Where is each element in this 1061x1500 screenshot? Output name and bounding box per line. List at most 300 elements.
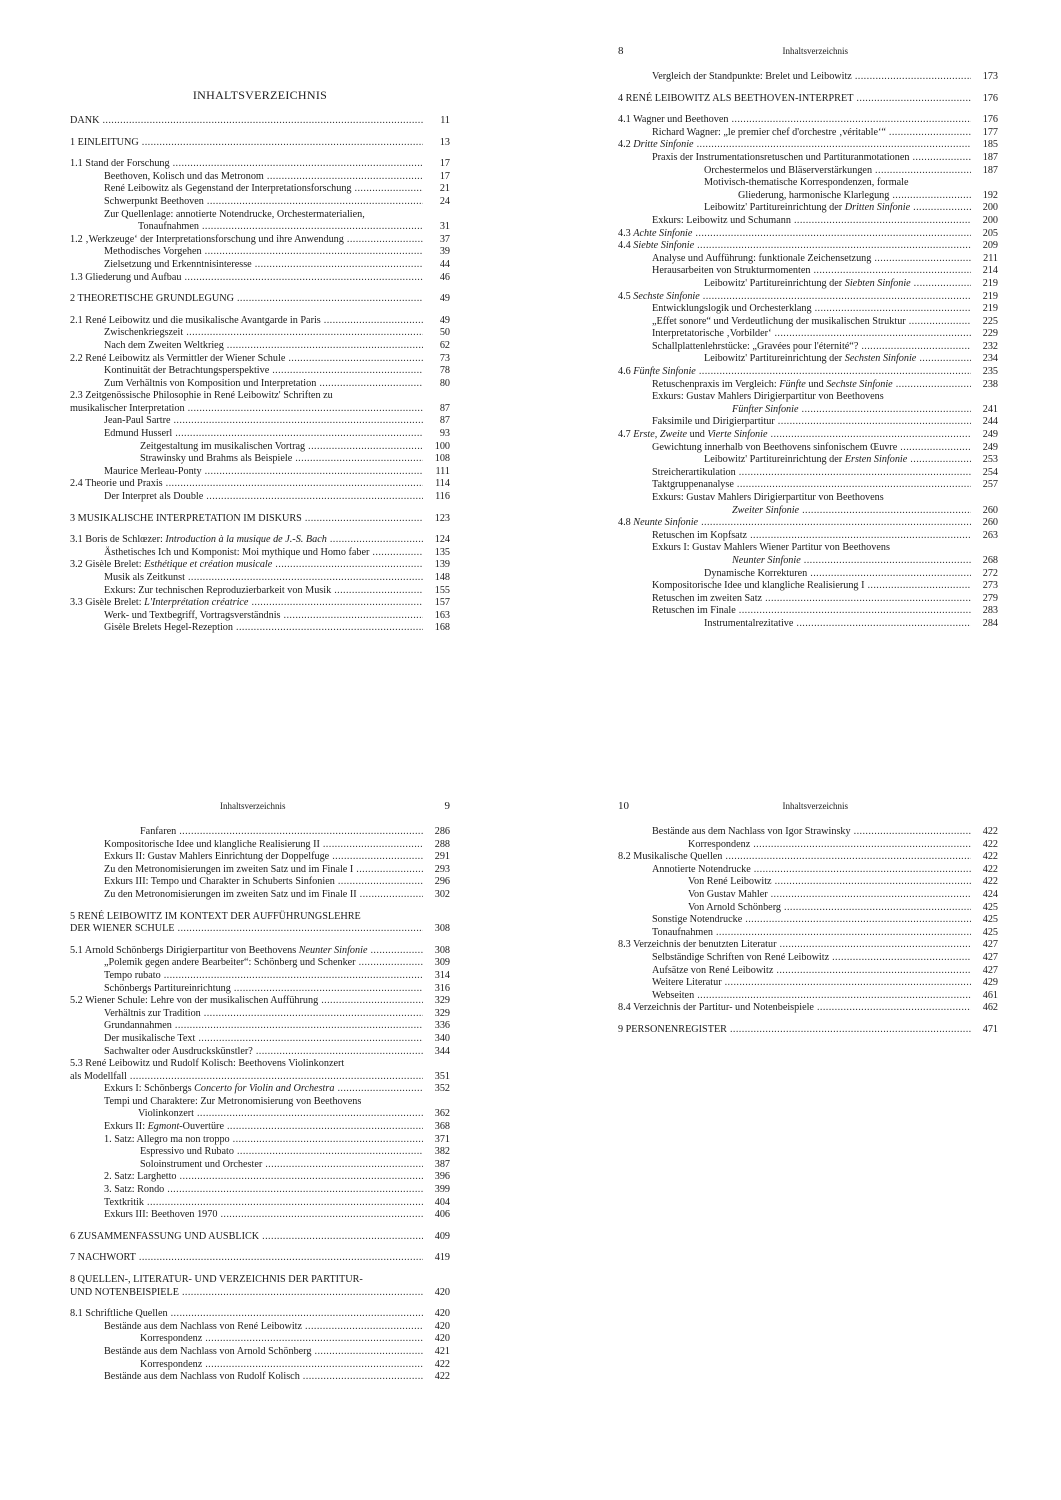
- dot-leader: [130, 1071, 423, 1084]
- toc-entry: [70, 1252, 450, 1265]
- page-header: [618, 45, 998, 71]
- toc-entry-text: 3. Satz: Rondo: [104, 1184, 165, 1196]
- dot-leader: [256, 1046, 423, 1059]
- toc-page-number: 425: [982, 914, 998, 926]
- toc-page-number: 49: [439, 314, 450, 326]
- toc-entry-text: 8 QUELLEN-, LITERATUR- UND VERZEICHNIS DER PARTITUR-: [70, 1274, 363, 1285]
- toc-page-number: 148: [434, 572, 450, 583]
- toc-entry-text: Zum Verhältnis von Komposition und Interpretation: [104, 377, 317, 389]
- toc-page-number: 421: [434, 1345, 450, 1357]
- toc-entry: [70, 137, 450, 150]
- toc-entry-text: Leibowitz' Partitureinrichtung der Siebten Sinfonie: [704, 277, 911, 289]
- toc-entry-text: Faksimile und Dirigierpartitur: [652, 416, 775, 428]
- toc-page-number: 157: [434, 597, 450, 609]
- dot-leader: [360, 889, 423, 902]
- toc-page-number: 17: [439, 158, 450, 170]
- toc-entry: [618, 889, 998, 902]
- dot-leader: [205, 1359, 423, 1372]
- toc-entry-text: Taktgruppenanalyse: [652, 479, 734, 491]
- toc-entry: [70, 293, 450, 306]
- toc-entry-text: Soloinstrument und Orchester: [140, 1158, 263, 1170]
- dot-leader: [295, 453, 423, 466]
- toc-entry-text: Leibowitz' Partitureinrichtung der Sechsten Sinfonie: [704, 353, 917, 365]
- dot-leader: [909, 316, 971, 329]
- toc-page-number: 211: [983, 252, 998, 264]
- toc-entry: [70, 572, 450, 585]
- dot-leader: [695, 228, 971, 241]
- toc-entry-text: Methodisches Vorgehen: [104, 246, 202, 258]
- toc-entry-text: Zu den Metronomisierungen im zweiten Satz und im Finale II: [104, 888, 357, 900]
- toc-page-9: [70, 800, 450, 1384]
- toc-page-number: 232: [982, 340, 998, 352]
- toc-entry: [70, 246, 450, 259]
- toc-entry-text: Von Gustav Mahler: [688, 888, 768, 900]
- toc-page-10: [618, 800, 998, 1037]
- toc-entry-text: Edmund Husserl: [104, 428, 173, 440]
- toc-page-number: 229: [982, 328, 998, 340]
- dot-leader: [771, 429, 972, 442]
- toc-page-number: 462: [982, 1002, 998, 1014]
- toc-entry-text: Bestände aus dem Nachlass von Arnold Schönberg: [104, 1345, 312, 1357]
- toc-entry: [70, 513, 450, 526]
- toc-entry: [618, 927, 998, 940]
- toc-page-number: 272: [982, 567, 998, 579]
- toc-entry-text: Bestände aus dem Nachlass von Igor Strawinsky: [652, 826, 851, 837]
- toc-page-number: 50: [439, 327, 450, 339]
- toc-entry: [70, 864, 450, 877]
- toc-entry-text: 3 MUSIKALISCHE INTERPRETATION IM DISKURS: [70, 512, 302, 524]
- toc-entry-text: Instrumentalrezitative: [704, 617, 794, 629]
- dot-leader: [166, 478, 423, 491]
- toc-page-number: 296: [434, 876, 450, 888]
- toc-entry-emphasis: Concerto for Violin and Orchestra: [194, 1083, 335, 1095]
- dot-leader: [251, 597, 423, 610]
- toc-entry: [618, 442, 998, 455]
- toc-page-number: 192: [982, 189, 998, 201]
- dot-leader: [267, 171, 423, 184]
- toc-entry-emphasis: Introduction à la musique de J.-S. Bach: [165, 534, 327, 546]
- toc-entry: [70, 353, 450, 366]
- toc-entry: [70, 534, 450, 547]
- toc-entry-text: UND NOTENBEISPIELE: [70, 1286, 179, 1298]
- toc-entry: [70, 196, 450, 209]
- dot-leader: [186, 327, 423, 340]
- toc-page-number: 351: [434, 1070, 450, 1082]
- dot-leader: [739, 605, 971, 618]
- toc-entry-emphasis: Ersten Sinfonie: [844, 454, 908, 466]
- toc-entry-text: 3.3 Gisèle Brelet: L'Interprétation créatrice: [70, 597, 249, 609]
- toc-entry-text: Zielsetzung und Erkenntnisinteresse: [104, 258, 252, 270]
- toc-entry: [618, 265, 998, 278]
- dot-leader: [896, 379, 971, 392]
- toc-page-number: 399: [434, 1184, 450, 1196]
- toc-page-number: 244: [982, 416, 998, 428]
- toc-entry: [618, 902, 998, 915]
- toc-page-number: 17: [439, 170, 450, 182]
- toc-entry: [70, 171, 450, 184]
- toc-entry: [618, 580, 998, 593]
- toc-entry-text: 1 EINLEITUNG: [70, 136, 139, 148]
- toc-entry-text: Nach dem Zweiten Weltkrieg: [104, 339, 224, 351]
- toc-entry: [70, 272, 450, 285]
- toc-entry-emphasis: Siebten Sinfonie: [844, 277, 911, 289]
- toc-entry: [70, 1321, 450, 1334]
- dot-leader: [147, 1197, 423, 1210]
- toc-entry-text: 8.3 Verzeichnis der benutzten Literatur: [618, 939, 777, 951]
- toc-entry-text: Von René Leibowitz: [688, 876, 772, 888]
- toc-page-number: 419: [434, 1252, 450, 1264]
- toc-entry-text: Exkurs II: Egmont-Ouvertüre: [104, 1121, 224, 1133]
- toc-page-number: 200: [982, 214, 998, 226]
- toc-entry-heading-line: [70, 390, 450, 403]
- dot-leader: [892, 190, 971, 203]
- toc-page-number: 31: [439, 221, 450, 233]
- toc-entry-emphasis: Egmont: [147, 1121, 180, 1133]
- dot-leader: [175, 428, 423, 441]
- toc-page-number: 329: [434, 995, 450, 1007]
- dot-leader: [182, 1287, 423, 1300]
- toc-page-number: 49: [439, 293, 450, 305]
- dot-leader: [337, 1083, 423, 1096]
- dot-leader: [854, 826, 971, 839]
- toc-entry-text: 4.7 Erste, Zweite und Vierte Sinfonie: [618, 429, 768, 441]
- toc-page-number: 235: [982, 366, 998, 378]
- dot-leader: [324, 315, 423, 328]
- toc-entry: [70, 559, 450, 572]
- toc-entry: [618, 341, 998, 354]
- toc-entry: [70, 1346, 450, 1359]
- toc-page-number: 368: [434, 1121, 450, 1133]
- toc-page-number: 352: [434, 1083, 450, 1095]
- dot-leader: [171, 1308, 423, 1321]
- dot-leader: [330, 534, 423, 547]
- dot-leader: [739, 467, 971, 480]
- toc-entry: [618, 851, 998, 864]
- toc-entry-emphasis: Esthétique et création musicale: [144, 559, 273, 571]
- dot-leader: [205, 1333, 423, 1346]
- toc-entry: [70, 1171, 450, 1184]
- toc-entry: [70, 1083, 450, 1096]
- toc-entry: [618, 152, 998, 165]
- dot-leader: [202, 221, 423, 234]
- toc-page-number: 308: [434, 923, 450, 935]
- toc-page-number: 316: [434, 982, 450, 994]
- toc-entry-text: Retuschenpraxis im Vergleich: Fünfte und Sechste Sinfonie: [652, 378, 893, 390]
- dot-leader: [308, 441, 423, 454]
- toc-entry-text: Motivisch-thematische Korrespondenzen, formale: [704, 177, 909, 189]
- toc-page-number: 336: [434, 1020, 450, 1032]
- toc-entry-text: 2. Satz: Larghetto: [104, 1171, 177, 1183]
- toc-page-number: 260: [982, 504, 998, 516]
- toc-entry-text: Gliederung, harmonische Klarlegung: [738, 189, 890, 201]
- toc-page-number: 176: [982, 92, 998, 104]
- toc-entry-text: 1.3 Gliederung und Aufbau: [70, 271, 182, 283]
- toc-entry: [618, 215, 998, 228]
- toc-page-number: 420: [434, 1320, 450, 1332]
- toc-entry: [618, 1002, 998, 1015]
- toc-entry: [70, 115, 450, 128]
- toc-entry-text: Orchestermelos und Bläserverstärkungen: [704, 164, 873, 176]
- toc-page-number: 44: [439, 258, 450, 270]
- toc-entry-text: Werk- und Textbegriff, Vortragsverständnis: [104, 609, 281, 621]
- toc-entry-text: 1.2 ‚Werkzeuge‘ der Interpretationsforschung und ihre Anwendung: [70, 233, 344, 245]
- toc-entry-text: Dynamische Korrekturen: [704, 567, 808, 579]
- toc-entry-text: Weitere Literatur: [652, 977, 722, 989]
- toc-page-number: 283: [982, 605, 998, 617]
- toc-entry: [70, 1359, 450, 1372]
- toc-page-number: 185: [982, 139, 998, 151]
- toc-entry: [70, 378, 450, 391]
- dot-leader: [817, 1002, 971, 1015]
- toc-entry: [70, 466, 450, 479]
- toc-entry: [618, 864, 998, 877]
- toc-page-number: 225: [982, 315, 998, 327]
- toc-page-number: 427: [982, 939, 998, 951]
- toc-entries: [70, 115, 450, 635]
- toc-entry-text: 8.2 Musikalische Quellen: [618, 851, 723, 863]
- toc-entry: [70, 923, 450, 936]
- toc-entry-text: 4.4 Siebte Sinfonie: [618, 240, 695, 252]
- dot-leader: [699, 366, 971, 379]
- toc-entry-heading-line: [70, 1058, 450, 1071]
- toc-entry-emphasis: Vierte Sinfonie: [707, 429, 768, 441]
- running-head: Inhaltsverzeichnis: [782, 801, 848, 811]
- toc-entry-text: 2.2 René Leibowitz als Vermittler der Wiener Schule: [70, 352, 286, 364]
- toc-page-number: 340: [434, 1032, 450, 1044]
- dot-leader: [875, 165, 971, 178]
- toc-page-number: 291: [434, 851, 450, 863]
- dot-leader: [179, 826, 423, 839]
- dot-leader: [784, 902, 971, 915]
- toc-page-number: 471: [982, 1023, 998, 1035]
- toc-page-number: 177: [982, 126, 998, 138]
- toc-entry: [70, 315, 450, 328]
- dot-leader: [813, 265, 971, 278]
- toc-entry: [70, 1197, 450, 1210]
- toc-entry-text: Exkurs I: Gustav Mahlers Wiener Partitur von Beethovens: [652, 542, 890, 554]
- toc-entry-text: Retuschen im Finale: [652, 605, 736, 617]
- dot-leader: [237, 1146, 423, 1159]
- toc-entry-text: Selbständige Schriften von René Leibowitz: [652, 951, 830, 963]
- dot-leader: [861, 341, 971, 354]
- dot-leader: [173, 415, 423, 428]
- toc-page-number: 263: [982, 529, 998, 541]
- toc-entry: [70, 1287, 450, 1300]
- toc-entry-text: als Modellfall: [70, 1070, 127, 1082]
- dot-leader: [284, 610, 423, 623]
- dot-leader: [338, 876, 423, 889]
- toc-entry-text: Ästhetisches Ich und Komponist: Moi mythique und Homo faber: [104, 546, 370, 558]
- toc-page-number: 87: [439, 415, 450, 427]
- toc-entry-text: 2.1 René Leibowitz und die musikalische Avantgarde in Paris: [70, 314, 321, 326]
- dot-leader: [765, 593, 971, 606]
- toc-page-number: 24: [439, 195, 450, 207]
- toc-page-number: 302: [434, 888, 450, 900]
- toc-page-number: 308: [434, 944, 450, 956]
- toc-entry-text: 4.6 Fünfte Sinfonie: [618, 366, 696, 378]
- toc-page-number: 257: [982, 479, 998, 491]
- dot-leader: [703, 291, 971, 304]
- toc-entry-text: 4.3 Achte Sinfonie: [618, 227, 693, 239]
- dot-leader: [303, 1371, 423, 1384]
- toc-page-7: [70, 70, 450, 635]
- dot-leader: [164, 970, 423, 983]
- dot-leader: [912, 152, 971, 165]
- toc-entry: [70, 1020, 450, 1033]
- page-number: 10: [618, 800, 629, 812]
- toc-page-number: 163: [434, 609, 450, 621]
- toc-entry-text: 7 NACHWORT: [70, 1252, 136, 1264]
- dot-leader: [175, 1020, 423, 1033]
- toc-page-number: 124: [434, 534, 450, 546]
- dot-leader: [305, 1321, 423, 1334]
- toc-page-number: 187: [982, 164, 998, 176]
- toc-entry-emphasis: Zweiter Sinfonie: [732, 504, 800, 516]
- toc-entry: [70, 597, 450, 610]
- toc-entry-text: Leibowitz' Partitureinrichtung der Dritten Sinfonie: [704, 202, 911, 214]
- dot-leader: [204, 1008, 423, 1021]
- toc-entry: [618, 605, 998, 618]
- toc-entries: [618, 71, 998, 631]
- toc-entry: [618, 71, 998, 84]
- toc-page-number: 39: [439, 246, 450, 258]
- toc-entry-text: Zwischenkriegszeit: [104, 327, 184, 339]
- toc-page-number: 73: [439, 352, 450, 364]
- toc-entry: [618, 316, 998, 329]
- toc-entry-text: „Polemik gegen andere Bearbeiter“: Schönberg und Schenker: [104, 957, 356, 969]
- toc-page-number: 254: [982, 466, 998, 478]
- toc-entry-text: DANK: [70, 115, 100, 126]
- toc-page-number: 139: [434, 559, 450, 571]
- dot-leader: [197, 1108, 423, 1121]
- running-head: Inhaltsverzeichnis: [220, 801, 286, 811]
- toc-entry: [70, 1184, 450, 1197]
- toc-entry: [70, 453, 450, 466]
- dot-leader: [701, 517, 971, 530]
- toc-page-number: 362: [434, 1108, 450, 1120]
- toc-page-number: 249: [982, 441, 998, 453]
- toc-entry: [70, 983, 450, 996]
- toc-entry-emphasis: Achte Sinfonie: [633, 227, 693, 239]
- toc-entry-emphasis: Fünfte: [779, 378, 806, 390]
- toc-entry: [70, 478, 450, 491]
- toc-entry: [618, 127, 998, 140]
- dot-leader: [233, 1134, 423, 1147]
- toc-page-number: 209: [982, 240, 998, 252]
- toc-page-number: 78: [439, 365, 450, 377]
- dot-leader: [178, 923, 423, 936]
- toc-page-number: 461: [982, 989, 998, 1001]
- toc-page-number: 420: [434, 1286, 450, 1298]
- toc-entry: [70, 610, 450, 623]
- toc-entry-text: 9 PERSONENREGISTER: [618, 1023, 727, 1035]
- toc-page-number: 219: [982, 277, 998, 289]
- dot-leader: [856, 93, 971, 106]
- toc-entry: [70, 970, 450, 983]
- dot-leader: [262, 1231, 423, 1244]
- dot-leader: [227, 340, 423, 353]
- toc-entry: [618, 977, 998, 990]
- toc-entry-text: 4.1 Wagner und Beethoven: [618, 114, 729, 126]
- toc-page-number: 288: [434, 838, 450, 850]
- dot-leader: [697, 240, 971, 253]
- toc-entry: [70, 415, 450, 428]
- toc-entry: [70, 1333, 450, 1346]
- toc-entry-heading-line: [618, 177, 998, 190]
- toc-page-number: 205: [982, 227, 998, 239]
- page-title: INHALTSVERZEICHNIS: [192, 88, 328, 102]
- toc-page-number: 422: [982, 826, 998, 837]
- toc-entry-text: Jean-Paul Sartre: [104, 415, 171, 427]
- toc-page-number: 260: [982, 517, 998, 529]
- toc-page-number: 62: [439, 339, 450, 351]
- dot-leader: [832, 952, 971, 965]
- toc-entry: [618, 278, 998, 291]
- toc-entries: [70, 826, 450, 1384]
- toc-page-number: 396: [434, 1171, 450, 1183]
- toc-entry-emphasis: Siebte Sinfonie: [633, 240, 695, 252]
- toc-entry-text: Exkurs: Gustav Mahlers Dirigierpartitur von Beethovens: [652, 492, 884, 503]
- dot-leader: [272, 365, 423, 378]
- toc-page-number: 108: [434, 453, 450, 465]
- toc-entry: [618, 202, 998, 215]
- toc-entry: [70, 826, 450, 839]
- toc-entry: [70, 1308, 450, 1321]
- page-number: 8: [618, 45, 624, 57]
- toc-entry: [70, 876, 450, 889]
- toc-entry: [618, 826, 998, 839]
- toc-entry-text: Espressivo und Rubato: [140, 1146, 234, 1158]
- toc-entry-text: Retuschen im zweiten Satz: [652, 592, 763, 604]
- toc-entry: [70, 158, 450, 171]
- toc-page-number: 219: [982, 290, 998, 302]
- toc-entry-text: Exkurs: Leibowitz und Schumann: [652, 214, 791, 226]
- toc-entry-text: „Effet sonore“ und Verdeutlichung der musikalischen Struktur: [652, 315, 906, 327]
- toc-page-number: 241: [982, 403, 998, 415]
- toc-entry-text: Gisèle Brelets Hegel-Rezeption: [104, 622, 233, 634]
- toc-entry: [70, 340, 450, 353]
- dot-leader: [356, 864, 423, 877]
- toc-entry: [70, 889, 450, 902]
- toc-page-number: 409: [434, 1230, 450, 1242]
- dot-leader: [227, 1121, 423, 1134]
- toc-page-number: 279: [982, 592, 998, 604]
- toc-page-number: 135: [434, 546, 450, 558]
- toc-page-number: 21: [439, 183, 450, 195]
- toc-entry-text: 4.5 Sechste Sinfonie: [618, 290, 700, 302]
- toc-entry-text: Entwicklungslogik und Orchesterklang: [652, 303, 812, 315]
- toc-entry-text: Tempo rubato: [104, 969, 161, 981]
- toc-entry-text: Bestände aus dem Nachlass von René Leibowitz: [104, 1320, 303, 1332]
- dot-leader: [139, 1252, 423, 1265]
- toc-entry-text: Strawinsky und Brahms als Beispiele: [140, 453, 293, 465]
- toc-page-number: 420: [434, 1308, 450, 1320]
- toc-entry: [70, 1121, 450, 1134]
- dot-leader: [910, 454, 971, 467]
- toc-entry-text: Fanfaren: [140, 826, 177, 837]
- toc-entry-emphasis: Erste, Zweite: [633, 429, 688, 441]
- toc-entry-text: Schwerpunkt Beethoven: [104, 195, 204, 207]
- toc-entry: [618, 593, 998, 606]
- dot-leader: [697, 139, 971, 152]
- toc-entry-emphasis: Fünfte Sinfonie: [633, 366, 696, 378]
- toc-entry-text: Exkurs II: Gustav Mahlers Einrichtung der Doppelfuge: [104, 851, 330, 863]
- toc-page-number: 168: [434, 622, 450, 634]
- toc-entry-text: Bestände aus dem Nachlass von Rudolf Kolisch: [104, 1371, 300, 1383]
- dot-leader: [914, 278, 971, 291]
- dot-leader: [188, 403, 423, 416]
- toc-entry-text: 1.1 Stand der Forschung: [70, 158, 170, 170]
